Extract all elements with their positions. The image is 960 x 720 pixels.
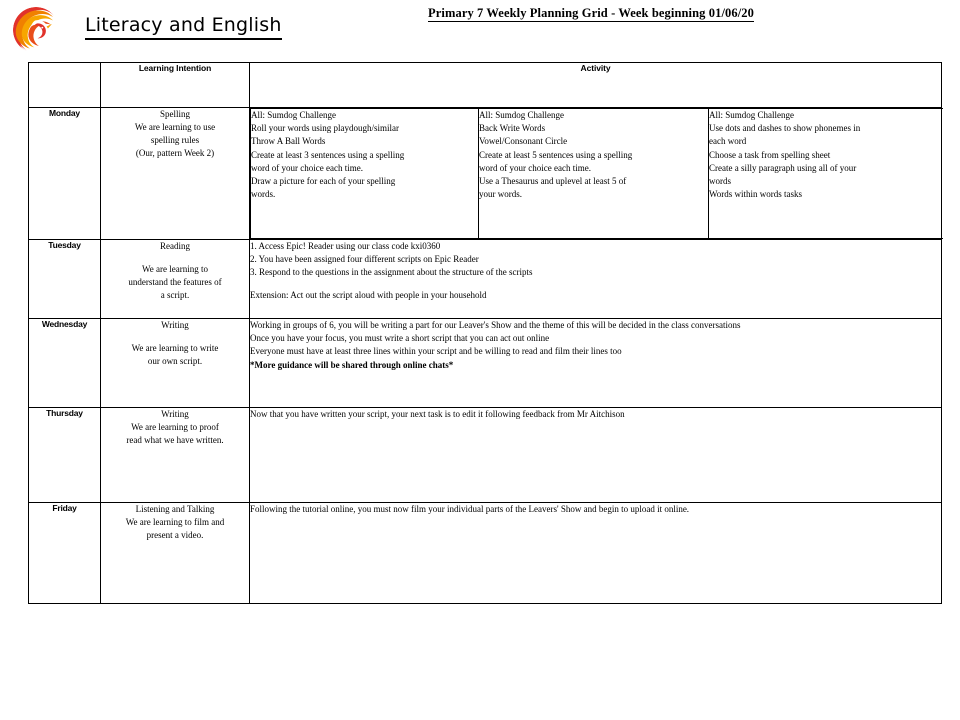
activity-line: All: Sumdog Challenge [479, 110, 564, 120]
weekly-planning-grid [28, 62, 941, 604]
activity-line-emphasis: *More guidance will be shared through online chats* [250, 359, 454, 370]
activity-line: Create a silly paragraph using all of your [709, 162, 857, 173]
activity-line: each word [709, 136, 747, 147]
li-line: Writing [161, 409, 189, 419]
table-row [29, 503, 942, 604]
li-line: understand the features of [128, 277, 222, 288]
activity-line: Extension: Act out the script aloud with people in your household [250, 289, 487, 300]
activity-line: Following the tutorial online, you must now film your individual parts of the Leavers' Show and begin to upload it online. [250, 504, 690, 514]
activity-cell-monday-1 [251, 109, 479, 239]
activity-line: Now that you have written your script, your next task is to edit it following feedback from Mr Aitchison [250, 409, 625, 419]
activity-line: your words. [479, 189, 522, 200]
learning-intention-friday [101, 503, 250, 604]
activity-line: Draw a picture for each of your spelling [251, 176, 396, 187]
activity-line: 3. Respond to the questions in the assignment about the structure of the scripts [250, 267, 533, 278]
li-line: Listening and Talking [135, 504, 215, 514]
activity-thursday [250, 408, 942, 503]
day-label-monday: Monday [29, 108, 101, 240]
activity-line: All: Sumdog Challenge [709, 110, 794, 120]
activity-line: Everyone must have at least three lines within your script and be willing to read and film their lines too [250, 346, 622, 357]
grid-title: Primary 7 Weekly Planning Grid - Week beginning 01/06/20 [428, 6, 754, 20]
header-cell-day [29, 63, 101, 108]
activity-monday [250, 108, 942, 240]
activity-tuesday [250, 240, 942, 319]
learning-intention-thursday [101, 408, 250, 503]
activity-line: Throw A Ball Words [251, 136, 326, 147]
activity-cell-monday-3 [709, 109, 943, 239]
page-header [0, 0, 960, 58]
table-row [29, 108, 942, 240]
li-line: spelling rules [150, 135, 200, 146]
activity-line: Create at least 5 sentences using a spelling [479, 149, 633, 160]
activity-line: word of your choice each time. [479, 162, 591, 173]
li-line: Spelling [159, 109, 190, 119]
table-row [29, 408, 942, 503]
header-cell-learning-intention: Learning Intention [101, 63, 250, 108]
li-line: We are learning to use [134, 122, 216, 133]
activity-line: word of your choice each time. [251, 162, 363, 173]
activity-wednesday [250, 319, 942, 408]
activity-line: Working in groups of 6, you will be writing a part for our Leaver's Show and the theme of this will be decided in the class conversations [250, 320, 741, 330]
monday-activity-subtable [250, 108, 943, 239]
activity-line: Vowel/Consonant Circle [479, 136, 568, 147]
activity-line: Choose a task from spelling sheet [709, 149, 831, 160]
day-label-thursday: Thursday [29, 408, 101, 503]
activity-line: Use dots and dashes to show phonemes in [709, 123, 861, 134]
li-line: We are learning to [142, 264, 208, 275]
activity-line: Roll your words using playdough/similar [251, 123, 399, 134]
table-row [29, 319, 942, 408]
activity-line: words. [251, 189, 276, 200]
li-line: read what we have written. [126, 435, 224, 446]
activity-line: Use a Thesaurus and uplevel at least 5 of [479, 176, 627, 187]
li-line: Reading [160, 241, 190, 251]
header-cell-activity: Activity [250, 63, 942, 108]
page-title: Literacy and English [85, 15, 282, 40]
table-row [29, 240, 942, 319]
activity-line: Once you have your focus, you must write a short script that you can act out online [250, 333, 550, 344]
activity-line: Back Write Words [479, 123, 546, 134]
activity-line: words [709, 176, 731, 187]
activity-friday [250, 503, 942, 604]
li-line: (Our, pattern Week 2) [135, 148, 215, 159]
li-line: our own script. [147, 356, 203, 367]
activity-line: 2. You have been assigned four different scripts on Epic Reader [250, 254, 479, 265]
li-line: We are learning to write [131, 343, 219, 354]
planning-table [28, 62, 942, 604]
li-line: present a video. [146, 530, 204, 541]
day-label-tuesday: Tuesday [29, 240, 101, 319]
learning-intention-monday [101, 108, 250, 240]
day-label-friday: Friday [29, 503, 101, 604]
activity-line: Words within words tasks [709, 189, 803, 200]
activity-line: 1. Access Epic! Reader using our class code kxi0360 [250, 241, 441, 251]
li-spacer [101, 332, 249, 342]
li-line: Writing [161, 320, 189, 330]
li-line: We are learning to film and [125, 517, 225, 528]
day-label-wednesday: Wednesday [29, 319, 101, 408]
learning-intention-wednesday [101, 319, 250, 408]
activity-line: All: Sumdog Challenge [251, 110, 336, 120]
activity-cell-monday-2 [479, 109, 709, 239]
learning-intention-tuesday [101, 240, 250, 319]
activity-line: Create at least 3 sentences using a spelling [251, 149, 405, 160]
phoenix-crest-logo [10, 5, 62, 57]
li-spacer [101, 253, 249, 263]
li-line: a script. [160, 290, 190, 301]
table-header-row [29, 63, 942, 108]
li-line: We are learning to proof [131, 422, 219, 433]
activity-spacer [250, 280, 941, 289]
